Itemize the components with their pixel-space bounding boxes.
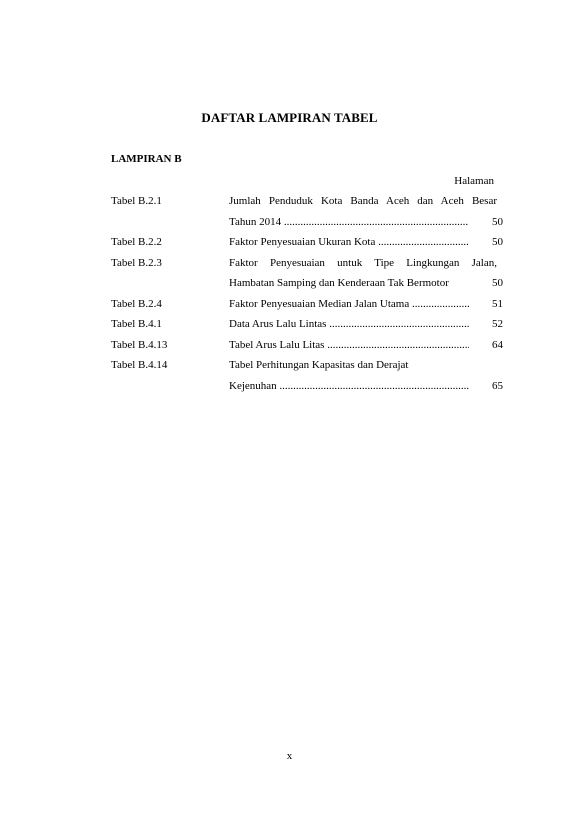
entry-description-continued: Kejenuhan ..... bbox=[229, 379, 469, 393]
entry-description-continued: Tahun 2014 ..... bbox=[229, 215, 469, 229]
page-number: x bbox=[286, 750, 293, 762]
table-list bbox=[111, 194, 503, 399]
entry-label: Tabel B.4.13 bbox=[111, 338, 168, 351]
entry-description-continued: Hambatan Samping dan Kenderaan Tak Bermotor bbox=[229, 277, 449, 289]
entry-page: 64 bbox=[492, 338, 503, 351]
entry-label: Tabel B.2.1 bbox=[111, 195, 162, 207]
entry-page: 50 bbox=[492, 215, 503, 228]
entry-label: Tabel B.2.2 bbox=[111, 236, 162, 248]
entry-page: 65 bbox=[492, 379, 503, 392]
entry-label: Tabel B.4.1 bbox=[111, 318, 162, 330]
entry-label: Tabel B.2.4 bbox=[111, 297, 162, 310]
entry-description: Data Arus Lalu Lintas ..... bbox=[229, 317, 469, 331]
entry-description: Faktor Penyesuaian Median Jalan Utama ..... bbox=[229, 297, 469, 311]
list-item bbox=[111, 358, 503, 399]
list-item bbox=[111, 338, 503, 359]
entry-page: 50 bbox=[492, 236, 503, 248]
entry-page: 50 bbox=[492, 277, 503, 289]
entry-page: 51 bbox=[492, 297, 503, 310]
document-title: DAFTAR LAMPIRAN TABEL bbox=[201, 110, 378, 125]
list-item bbox=[111, 317, 503, 338]
entry-description: Tabel Perhitungan Kapasitas dan Derajat bbox=[229, 359, 409, 371]
entry-label: Tabel B.2.3 bbox=[111, 256, 162, 269]
entry-description: Jumlah Penduduk Kota Banda Aceh dan Aceh Besar bbox=[229, 195, 497, 207]
list-item bbox=[111, 297, 503, 318]
entry-page: 52 bbox=[492, 318, 503, 330]
page-column-header: Halaman bbox=[454, 175, 494, 187]
list-item bbox=[111, 194, 503, 235]
entry-label: Tabel B.4.14 bbox=[111, 359, 168, 371]
list-item bbox=[111, 235, 503, 256]
entry-description: Faktor Penyesuaian Ukuran Kota ..... bbox=[229, 235, 469, 249]
entry-description: Tabel Arus Lalu Litas ..... bbox=[229, 338, 469, 352]
entry-description: Faktor Penyesuaian untuk Tipe Lingkungan Jalan, bbox=[229, 256, 497, 269]
section-heading: LAMPIRAN B bbox=[111, 153, 182, 165]
list-item bbox=[111, 256, 503, 297]
